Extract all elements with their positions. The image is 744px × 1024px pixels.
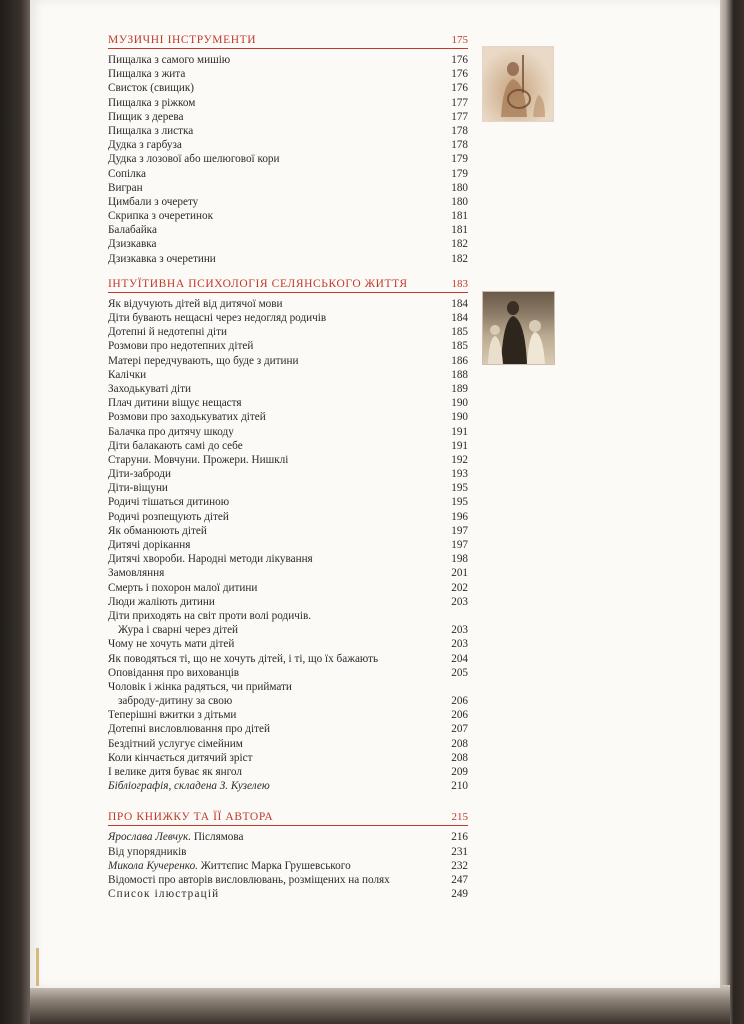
toc-entry-title [108, 138, 182, 152]
toc-entry-title [108, 325, 227, 339]
entry-title-text: Дитячі дорікання [108, 539, 191, 551]
entry-title-text: Цимбали з очерету [108, 195, 199, 208]
toc-page-number: 180 [451, 195, 468, 208]
entry-title-text: Родичі розпещують дітей [108, 510, 229, 523]
entry-title-text: Бібліографія, складена З. Кузелею [108, 780, 270, 793]
toc-page-number: 195 [451, 496, 468, 509]
entry-title-text: Діти балакають самі до себе [108, 439, 243, 452]
toc-page-number: 186 [451, 354, 468, 367]
entry-title-text: Дзизкавка [108, 238, 157, 251]
toc-page-number: 208 [451, 737, 468, 750]
toc-page-number: 180 [451, 181, 468, 194]
toc-entry[interactable] [108, 410, 468, 424]
entry-title-text: Бездітний услугує сімейним [108, 737, 243, 750]
toc-entry-title [108, 765, 242, 779]
toc-entry-title [108, 152, 280, 166]
entry-title-text: Пищалка з жита [108, 68, 186, 81]
toc-page-number: 201 [451, 567, 468, 580]
toc-entry[interactable] [108, 652, 468, 666]
toc-entry[interactable] [108, 453, 468, 467]
entry-title-text: Скрипка з очеретинок [108, 210, 214, 223]
entry-title-text: Післямова [193, 831, 244, 844]
toc-page-number: 198 [451, 553, 468, 566]
toc-entry[interactable] [108, 439, 468, 453]
section-page-number: 175 [451, 34, 468, 46]
toc-entry[interactable] [108, 96, 468, 110]
toc-page-number: 206 [451, 709, 468, 722]
toc-page-number: 189 [451, 382, 468, 395]
toc-page-number: 176 [451, 54, 468, 66]
section-heading[interactable] [108, 274, 468, 293]
toc-entry[interactable] [108, 722, 468, 736]
entry-title-text: Матері передчувають, що буде з дитини [108, 354, 299, 367]
entry-title-text: Смерть і похорон малої дитини [108, 581, 258, 594]
toc-entry[interactable] [108, 552, 468, 566]
entry-title-text: І велике дитя буває як янгол [108, 766, 242, 779]
toc-entry[interactable] [108, 510, 468, 524]
toc-entry-title [108, 751, 252, 765]
toc-entry-title [108, 67, 185, 81]
toc-page-number: 191 [451, 425, 468, 438]
entry-title-text: Дотепні висловлювання про дітей [108, 723, 270, 736]
toc-entry-title [108, 722, 270, 736]
toc-page-number: 207 [451, 723, 468, 736]
toc-entry-title [108, 873, 390, 887]
toc-entry-title [108, 609, 438, 637]
toc-entry[interactable] [108, 581, 468, 595]
toc-entry-title [108, 181, 143, 195]
toc-entry[interactable] [108, 680, 468, 708]
entry-title-text: Люди жаліють дитини [108, 595, 215, 608]
toc-entry-title [108, 439, 243, 453]
toc-page-number: 188 [451, 368, 468, 381]
toc-entry-title [108, 396, 242, 410]
toc-entry[interactable] [108, 538, 468, 552]
toc-entry[interactable] [108, 382, 468, 396]
toc-entry-title [108, 538, 190, 552]
toc-entry[interactable] [108, 209, 468, 223]
entry-title-text: Калічки [108, 368, 147, 381]
toc-page-number: 203 [451, 638, 468, 651]
toc-entry[interactable] [108, 566, 468, 580]
entry-title-text: Діти бувають нещасні через недогляд родичів [108, 312, 327, 324]
toc-entry-title [108, 81, 194, 95]
entry-title-text: Дудка з лозової або шелюгової кори [108, 153, 280, 166]
toc-page-number: 208 [451, 751, 468, 764]
toc-entry[interactable] [108, 67, 468, 81]
entry-title-text: Плач дитини віщує нещастя [108, 397, 242, 410]
toc-entry[interactable] [108, 237, 468, 251]
toc-entry[interactable] [108, 297, 468, 311]
toc-page-number: 247 [451, 873, 468, 886]
toc-page-number: 176 [451, 68, 468, 81]
entry-title-text: Дитячі хвороби. Народні методи лікування [108, 553, 313, 566]
toc-page-number: 185 [451, 340, 468, 353]
entry-title-text: Оповідання про вихованців [108, 666, 240, 679]
toc-entry[interactable] [108, 181, 468, 195]
toc-page-number: 193 [451, 468, 468, 481]
page-right-edge [718, 0, 744, 1024]
entry-title-text: Балабайка [108, 224, 157, 237]
gutter-rule [36, 948, 39, 986]
entry-title-continuation: Жура і сварні через дітей [118, 624, 239, 637]
toc-page-number: 182 [451, 238, 468, 251]
toc-entry-title [108, 708, 236, 722]
toc-entry-title [108, 830, 243, 844]
toc-entry-title [108, 311, 326, 325]
family-figures-icon [483, 292, 554, 364]
entry-title-text: Пищалка з листка [108, 124, 194, 137]
toc-entry[interactable] [108, 859, 468, 873]
entry-title-text: Відомості про авторів висловлювань, розміщених на полях [108, 873, 390, 886]
entry-title-text: Чоловік і жінка радяться, чи приймати [108, 680, 292, 693]
toc-entry[interactable] [108, 779, 468, 793]
toc-page-number: 177 [451, 96, 468, 109]
toc-entry[interactable] [108, 737, 468, 751]
toc-page-number: 203 [451, 624, 468, 637]
toc-entry[interactable] [108, 223, 468, 237]
toc-entry-title [108, 223, 157, 237]
toc-page-number: 181 [451, 210, 468, 223]
toc-entry-title [108, 339, 253, 353]
entry-author: Микола Кучеренко. [108, 859, 198, 872]
toc-entry[interactable] [108, 396, 468, 410]
section-page-number: 183 [451, 277, 468, 290]
toc-entry-title [108, 297, 283, 311]
toc-entry[interactable] [108, 830, 468, 844]
toc-page-number: 184 [451, 297, 468, 310]
illustration-musician [482, 46, 554, 122]
entry-title-text: Дзизкавка з очеретини [108, 252, 216, 265]
toc-entry[interactable] [108, 354, 468, 368]
toc-entry-title [108, 425, 234, 439]
toc-entry[interactable] [108, 524, 468, 538]
entry-title-text: Розмови про заходькуватих дітей [108, 411, 266, 424]
toc-page-number: 178 [451, 139, 468, 152]
entry-title-text: Як обманюють дітей [108, 524, 207, 537]
entry-title-text: Як відучують дітей від дитячої мови [108, 297, 283, 310]
toc-page-number: 203 [451, 595, 468, 608]
toc-entry-title [108, 680, 438, 708]
toc-entry-title [108, 779, 270, 793]
toc-page-number: 216 [451, 831, 468, 844]
toc-entry-title [108, 53, 230, 67]
toc-entry[interactable] [108, 138, 468, 152]
toc-page-number: 179 [451, 167, 468, 180]
toc-page-number: 232 [451, 859, 468, 872]
entry-title-text: Старуни. Мовчуни. Прожери. Нишклі [108, 453, 289, 466]
toc-entry[interactable] [108, 53, 468, 67]
toc-entry[interactable] [108, 368, 468, 382]
toc-page-number: 204 [451, 652, 468, 665]
toc-entry[interactable] [108, 252, 468, 266]
toc-page-number: 192 [451, 453, 468, 466]
toc-page-number: 190 [451, 397, 468, 410]
section-title: МУЗИЧНІ ІНСТРУМЕНТИ [108, 34, 257, 46]
toc-entry[interactable] [108, 481, 468, 495]
entry-title-text: Вигран [108, 181, 143, 194]
toc-entry[interactable] [108, 425, 468, 439]
toc-entry[interactable] [108, 124, 468, 138]
toc-page-number: 190 [451, 411, 468, 424]
toc-entry[interactable] [108, 609, 468, 637]
entry-title-text: Замовляння [108, 567, 165, 580]
toc-page-number: 179 [451, 153, 468, 166]
toc-entry[interactable] [108, 708, 468, 722]
toc-entry-title [108, 510, 229, 524]
book-page [30, 0, 720, 988]
section-heading[interactable] [108, 30, 468, 49]
entry-title-text: Розмови про недотепних дітей [108, 340, 254, 353]
entry-title-text: Пищик з дерева [108, 110, 184, 123]
toc-entry-title [108, 124, 193, 138]
toc-entry[interactable] [108, 845, 468, 859]
entry-title-continuation: заброду-дитину за свою [118, 695, 233, 708]
toc-entry-title [108, 467, 171, 481]
entry-title-text: Заходькуваті діти [108, 382, 191, 395]
section-title: ПРО КНИЖКУ ТА ЇЇ АВТОРА [108, 811, 274, 824]
toc-entry[interactable] [108, 765, 468, 779]
entry-title-text: Пищалка з самого мишію [108, 54, 231, 66]
entry-title-text: Список ілюстрацій [108, 888, 220, 901]
toc-entry[interactable] [108, 467, 468, 481]
toc-entry-title [108, 495, 229, 509]
entry-title-text: Діти приходять на світ проти волі родичів. [108, 609, 312, 622]
toc-entry-title [108, 581, 257, 595]
toc-entry-title [108, 595, 215, 609]
section-gap [108, 793, 468, 807]
toc-page-number: 202 [451, 581, 468, 594]
toc-entry-title [108, 209, 213, 223]
toc-page-number: 197 [451, 539, 468, 551]
toc-entry-title [108, 524, 207, 538]
entry-title-text: Коли кінчається дитячий зріст [108, 751, 253, 764]
toc-page-number: 249 [451, 888, 468, 901]
toc-page-number: 181 [451, 224, 468, 237]
toc-entry-title [108, 410, 266, 424]
toc-page-number: 185 [451, 326, 468, 339]
toc-page-number: 191 [451, 439, 468, 452]
toc-page-number: 195 [451, 482, 468, 495]
toc-entry-title [108, 252, 216, 266]
section-heading[interactable] [108, 807, 468, 826]
toc-page-number: 184 [451, 312, 468, 324]
toc-entry-title [108, 382, 191, 396]
toc-entry-title [108, 167, 146, 181]
toc-entry-title [108, 666, 239, 680]
toc-entry-title [108, 637, 234, 651]
entry-title-text: Як поводяться ті, що не хочуть дітей, і ті, що їх бажають [108, 652, 379, 665]
toc-entry-title [108, 552, 313, 566]
toc-entry-title [108, 195, 198, 209]
toc-entry-title [108, 368, 146, 382]
entry-author: Ярослава Левчук. [108, 831, 192, 844]
toc-page-number: 206 [451, 695, 468, 708]
toc-entry-title [108, 453, 288, 467]
toc-entry-title [108, 481, 168, 495]
toc-entry[interactable] [108, 167, 468, 181]
illustration-children-photo [482, 291, 555, 365]
toc-page-number: 196 [451, 510, 468, 523]
entry-title-text: Від упорядників [108, 845, 187, 858]
toc-entry[interactable] [108, 339, 468, 353]
toc-page-number: 210 [451, 780, 468, 793]
section-title: ІНТУЇТИВНА ПСИХОЛОГІЯ СЕЛЯНСЬКОГО ЖИТТЯ [108, 277, 408, 290]
entry-title-text: Дотепні й недотепні діти [108, 326, 227, 339]
toc-entry-title [108, 566, 164, 580]
toc-entry[interactable] [108, 887, 468, 901]
page-bottom-edge [30, 985, 730, 1024]
toc-entry[interactable] [108, 195, 468, 209]
entry-title-text: Свисток (свищик) [108, 82, 194, 95]
toc-entry[interactable] [108, 751, 468, 765]
entry-title-text: Діти-заброди [108, 468, 171, 481]
entry-title-text: Дудка з гарбуза [108, 139, 182, 152]
toc-entry[interactable] [108, 666, 468, 680]
toc-entry[interactable] [108, 873, 468, 887]
toc-page-number: 209 [451, 766, 468, 779]
toc-page-number: 178 [451, 124, 468, 137]
entry-title-text: Балачка про дитячу шкоду [108, 425, 234, 438]
toc-entry-title [108, 737, 243, 751]
entry-title-text: Чому не хочуть мати дітей [108, 638, 235, 651]
toc-entry[interactable] [108, 81, 468, 95]
toc-page-number: 182 [451, 252, 468, 265]
toc-entry-title [108, 237, 156, 251]
entry-title-text: Родичі тішаться дитиною [108, 496, 230, 509]
toc-entry[interactable] [108, 152, 468, 166]
toc-entry[interactable] [108, 311, 468, 325]
toc-entry-title [108, 887, 219, 901]
toc-page-number: 231 [451, 845, 468, 858]
entry-title-text: Діти-віщуни [108, 482, 168, 495]
entry-title-text: Пищалка з ріжком [108, 96, 196, 109]
toc-entry-title [108, 110, 183, 124]
entry-title-text: Життєпис Марка Грушевського [200, 859, 351, 872]
book-spine-shadow [0, 0, 30, 1024]
toc-entry[interactable] [108, 495, 468, 509]
toc-entry[interactable] [108, 595, 468, 609]
table-of-contents [108, 30, 468, 901]
toc-entry-title [108, 354, 299, 368]
musician-figure-icon [483, 47, 553, 121]
toc-page-number: 176 [451, 82, 468, 95]
toc-page-number: 177 [451, 110, 468, 123]
toc-entry-title [108, 859, 351, 873]
toc-entry[interactable] [108, 637, 468, 651]
toc-entry-title [108, 845, 186, 859]
toc-entry[interactable] [108, 325, 468, 339]
toc-page-number: 205 [451, 666, 468, 679]
entry-title-text: Теперішні вжитки з дітьми [108, 709, 237, 722]
toc-entry-title [108, 96, 195, 110]
toc-page-number: 197 [451, 524, 468, 537]
toc-entry[interactable] [108, 110, 468, 124]
section-gap [108, 266, 468, 274]
toc-entry-title [108, 652, 378, 666]
section-page-number: 215 [451, 811, 468, 824]
entry-title-text: Сопілка [108, 167, 146, 180]
